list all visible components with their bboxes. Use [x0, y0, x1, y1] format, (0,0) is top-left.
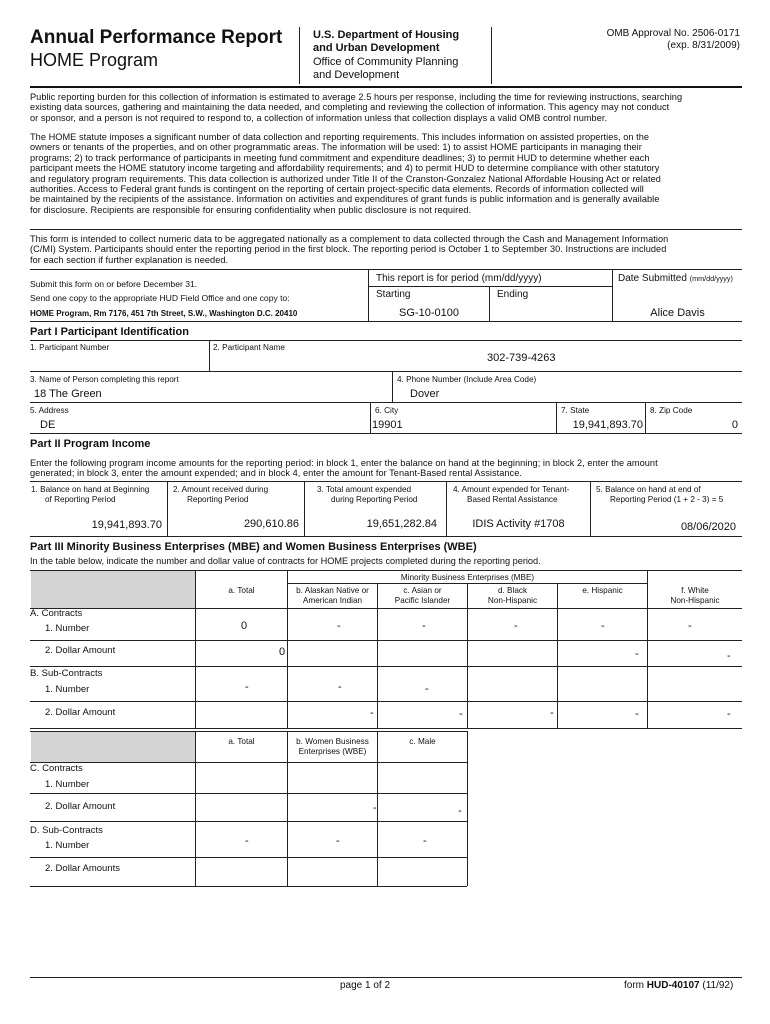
participant-name-field[interactable]: 302-739-4263	[487, 352, 556, 364]
label-line: d. Black	[497, 586, 528, 595]
mbe-cell[interactable]: -	[550, 707, 554, 719]
wbe-col-line-3	[377, 731, 378, 886]
office-line-1: Office of Community Planning	[313, 56, 459, 68]
submit-bottom-rule	[30, 321, 742, 322]
submit-address: HOME Program, Rm 7176, 451 7th Street, S.W., Washington D.C. 20410	[30, 309, 298, 318]
label-line: b. Women Business	[296, 737, 369, 746]
label-line: 5. Balance on hand at end of	[596, 485, 701, 494]
text-line: (C/MI) System. Participants should enter the reporting period in the first block. The reporting period is October 1 to September 30. Instructions are included	[30, 244, 667, 255]
label-line: f. White	[681, 586, 709, 595]
label-line: Non-Hispanic	[670, 596, 720, 605]
wbe-cell[interactable]: -	[336, 835, 340, 847]
wbe-cell[interactable]: -	[458, 805, 462, 817]
person-completing-label: 3. Name of Person completing this report	[30, 375, 179, 384]
label-line: 2. Amount received during	[173, 485, 269, 494]
wbe-rule-bottom	[30, 886, 467, 887]
wbe-shaded-header	[31, 732, 195, 762]
period-label: This report is for period (mm/dd/yyyy)	[376, 273, 542, 284]
row-c-number-label: 1. Number	[45, 779, 90, 790]
submit-copies: Send one copy to the appropriate HUD Field Office and one copy to:	[30, 293, 290, 303]
submit-top-rule	[30, 269, 742, 270]
row-c-dollar-label: 2. Dollar Amount	[45, 801, 116, 812]
row-d-dollar-label: 2. Dollar Amounts	[45, 863, 120, 874]
date-submitted-label	[618, 273, 733, 284]
text-line: existing data sources, gathering and maintaining the data needed, and completing and reviewing the collection of information. This agency may not conduct	[30, 102, 670, 113]
participant-name-label: 2. Participant Name	[213, 343, 285, 352]
label-line: Reporting Period (1 + 2 - 3) = 5	[610, 495, 724, 504]
mbe-cell[interactable]: -	[635, 648, 639, 660]
state-field[interactable]: 19,941,893.70	[572, 419, 643, 431]
office-line-2: and Development	[313, 69, 400, 81]
intro-rule	[30, 229, 742, 230]
wbe-col-line-4	[467, 731, 468, 886]
text-line: The HOME statute imposes a significant number of data collection and reporting requirements. This includes information on assisted properties, on the	[30, 132, 650, 142]
row-contracts-label: A. Contracts	[30, 608, 83, 619]
header-divider-1	[299, 27, 300, 84]
text-line: be maintained by the recipients of the assistance. Information on activities and expenditures of grant funds is public information and is generally available	[30, 194, 660, 205]
mbe-cell[interactable]: -	[245, 681, 249, 693]
omb-expiration: (exp. 8/31/2009)	[667, 40, 740, 51]
part1-rule-2	[30, 371, 742, 372]
balance-end-label	[596, 485, 723, 505]
mbe-cell[interactable]: -	[688, 620, 692, 632]
row-d-number-label: 1. Number	[45, 840, 90, 851]
dept-line-2: and Urban Development	[313, 42, 440, 54]
mbe-cell[interactable]: -	[370, 707, 374, 719]
part1-rule-bottom	[30, 433, 742, 434]
date-submitted-field[interactable]: Alice Davis	[650, 307, 705, 319]
page-number: page 1 of 2	[340, 980, 391, 991]
period-rule	[368, 286, 612, 287]
wbe-col-line-1	[195, 731, 196, 886]
header-rule	[30, 86, 742, 88]
part2-rule-bottom	[30, 536, 742, 537]
mbe-col-line-5	[557, 583, 558, 728]
label-line: c. Asian or	[403, 586, 442, 595]
wbe-col-women	[288, 737, 377, 757]
report-title: Annual Performance Report	[30, 27, 283, 48]
period-mid-divider	[489, 286, 490, 321]
label-line: Pacific Islander	[394, 596, 451, 605]
row-subcontracts-dollar-label: 2. Dollar Amount	[45, 707, 116, 718]
part1-title: Part I Participant Identification	[30, 326, 189, 338]
statute-statement	[30, 132, 744, 215]
label-line: Reporting Period	[187, 495, 249, 504]
city-field[interactable]: 19901	[372, 419, 403, 431]
form-prefix: form	[624, 980, 644, 991]
phone-number-label: 4. Phone Number (Include Area Code)	[397, 375, 537, 384]
form-intent-statement	[30, 234, 744, 265]
text-line: programs; 2) to track performance of participants in meeting fund commitment and expenditure deadlines; 3) to permit HUD to determine whether each	[30, 152, 650, 163]
dept-line-1: U.S. Department of Housing	[313, 29, 460, 41]
header-divider-2	[491, 27, 492, 84]
text-line: for disclosure. Recipients are responsible for ensuring confidentiality when public disclosure is not required.	[30, 204, 472, 215]
text-line: generated; in block 3, enter the amount expended; and in block 4, enter the amount for Tenant-Based rental Assistance.	[30, 468, 522, 479]
zip-code-field[interactable]: 0	[731, 419, 738, 431]
row-d-subcontracts-label: D. Sub-Contracts	[30, 825, 103, 836]
balance-beginning-field[interactable]: 19,941,893.70	[91, 519, 162, 531]
balance-end-field[interactable]: 08/06/2020	[680, 521, 736, 533]
mbe-col-total: a. Total	[228, 586, 255, 595]
date-submitted-text: Date Submitted	[618, 273, 687, 284]
amount-received-label	[173, 485, 268, 505]
text-line: for each section if further explanation is needed.	[30, 254, 229, 265]
part2-instructions	[30, 458, 744, 479]
text-line: Public reporting burden for this collection of information is estimated to average 2.5 hours per response, including the time for reviewing instructions, searching	[30, 92, 683, 102]
part1-divider-c	[370, 402, 371, 433]
mbe-header-rule	[30, 608, 742, 609]
label-line: Based Rental Assistance	[467, 495, 558, 504]
wbe-col-male: c. Male	[409, 737, 436, 746]
label-line: of Reporting Period	[45, 495, 116, 504]
row-subcontracts-number-label: 1. Number	[45, 684, 90, 695]
label-line: 4. Amount expended for Tenant-	[453, 485, 570, 494]
mbe-rule-bottom	[30, 728, 742, 729]
mbe-cell[interactable]: -	[422, 620, 426, 632]
mbe-cell[interactable]: -	[601, 620, 605, 632]
mbe-row-b-rule	[30, 666, 742, 667]
row-c-contracts-label: C. Contracts	[30, 763, 83, 774]
wbe-cell[interactable]: -	[373, 802, 377, 814]
wbe-header-rule	[30, 762, 467, 763]
text-line: or sponsor, and a person is not required to respond to, a collection of information unless that collection displays a valid OMB control number.	[30, 112, 608, 123]
mbe-row-a2-rule	[30, 640, 742, 641]
mbe-cell[interactable]: -	[338, 681, 342, 693]
person-completing-field[interactable]: 18 The Green	[34, 388, 102, 400]
wbe-col-total: a. Total	[228, 737, 255, 746]
text-line: This form is intended to collect numeric data to be aggregated nationally as a complement to data collected through the Cash and Management Information	[30, 234, 669, 244]
mbe-cell[interactable]: 0	[241, 620, 248, 632]
wbe-cell[interactable]: -	[245, 835, 249, 847]
balance-beginning-label	[31, 485, 149, 505]
part1-divider-a	[209, 340, 210, 371]
mbe-cell[interactable]: 0	[279, 646, 286, 658]
mbe-cell[interactable]: -	[514, 620, 518, 632]
mbe-cell[interactable]: -	[635, 708, 639, 720]
part1-divider-b	[392, 371, 393, 402]
wbe-row-c2-rule	[30, 793, 467, 794]
label-line: Enterprises (WBE)	[298, 747, 367, 756]
mbe-cell[interactable]: -	[337, 620, 341, 632]
text-line: Enter the following program income amounts for the reporting period: in block 1, enter the balance on hand at the beginning; in block 2, enter the amount	[30, 458, 658, 468]
mbe-cell[interactable]: -	[727, 708, 731, 720]
label-line: Non-Hispanic	[487, 596, 538, 605]
label-line: 1. Balance on hand at Beginning	[31, 485, 150, 494]
row-contracts-number-label: 1. Number	[45, 623, 90, 634]
wbe-row-d-rule	[30, 821, 467, 822]
burden-statement	[30, 92, 744, 123]
mbe-cell[interactable]: -	[425, 683, 429, 695]
ending-label: Ending	[497, 289, 529, 300]
part2-rule-top	[30, 481, 742, 482]
label-line: 3. Total amount expended	[317, 485, 412, 494]
mbe-shaded-header	[31, 571, 195, 608]
city-label: 6. City	[375, 406, 399, 415]
text-line: authorities. Access to Federal grant funds is contingent on the reporting of certain project-specific data elements. Records of information collected will	[30, 184, 644, 195]
report-subtitle: HOME Program	[30, 50, 159, 70]
part3-instructions: In the table below, indicate the number and dollar value of contracts for HOME projects completed during the reporting period.	[30, 556, 541, 566]
row-subcontracts-label: B. Sub-Contracts	[30, 668, 103, 679]
starting-label: Starting	[376, 289, 411, 300]
mbe-col-hispanic: e. Hispanic	[582, 586, 623, 595]
label-line: b. Alaskan Native or	[296, 586, 369, 595]
mbe-row-b2-rule	[30, 701, 742, 702]
mbe-group-header: Minority Business Enterprises (MBE)	[400, 573, 535, 582]
part1-rule-top	[30, 340, 742, 341]
phone-number-field[interactable]: Dover	[410, 388, 440, 400]
mbe-cell[interactable]: -	[727, 650, 731, 662]
form-date: (11/92)	[702, 980, 734, 991]
part3-title: Part III Minority Business Enterprises (MBE) and Women Business Enterprises (WBE)	[30, 541, 477, 553]
submit-deadline: Submit this form on or before December 31.	[30, 279, 198, 289]
tenant-based-field[interactable]: IDIS Activity #1708	[472, 518, 565, 530]
label-line: during Reporting Period	[331, 495, 418, 504]
amount-expended-label	[317, 485, 417, 505]
row-contracts-dollar-label: 2. Dollar Amount	[45, 645, 116, 656]
wbe-row-d2-rule	[30, 857, 467, 858]
mbe-col-white	[648, 586, 742, 606]
text-line: and regulatory program requirements. This data collection is authorized under Title II of the Cranston-Gonzalez National Affordable Housing Act or related	[30, 173, 661, 184]
part1-rule-3	[30, 402, 742, 403]
label-line: American Indian	[302, 596, 363, 605]
mbe-col-black	[468, 586, 557, 606]
participant-number-label: 1. Participant Number	[30, 343, 110, 352]
starting-date-field[interactable]: SG-10-0100	[399, 307, 459, 319]
part2-title: Part II Program Income	[30, 438, 151, 450]
omb-approval: OMB Approval No. 2506-0171	[606, 28, 740, 39]
date-format-hint: (mm/dd/yyyy)	[689, 274, 733, 283]
state-label: 7. State	[561, 406, 590, 415]
wbe-cell[interactable]: -	[423, 835, 427, 847]
address-field[interactable]: DE	[40, 419, 56, 431]
mbe-col-asian	[378, 586, 467, 606]
address-label: 5. Address	[30, 406, 69, 415]
mbe-col-alaskan	[288, 586, 377, 606]
form-id: HUD-40107	[646, 980, 700, 991]
text-line: participant meets the HOME statutory income targeting and affordability requirements; and 4) to permit HUD to determine compliance with other statutory	[30, 163, 660, 174]
mbe-cell[interactable]: -	[459, 708, 463, 720]
text-line: owners or tenants of the properties, and on other programmatic areas. The information will be used: 1) to assist HOME participants in managing their	[30, 142, 642, 153]
amount-expended-field[interactable]: 19,651,282.84	[366, 518, 437, 530]
form-number	[624, 980, 733, 991]
amount-received-field[interactable]: 290,610.86	[243, 518, 299, 530]
footer-rule	[30, 977, 742, 978]
zip-code-label: 8. Zip Code	[650, 406, 693, 415]
tenant-based-label	[453, 485, 569, 505]
